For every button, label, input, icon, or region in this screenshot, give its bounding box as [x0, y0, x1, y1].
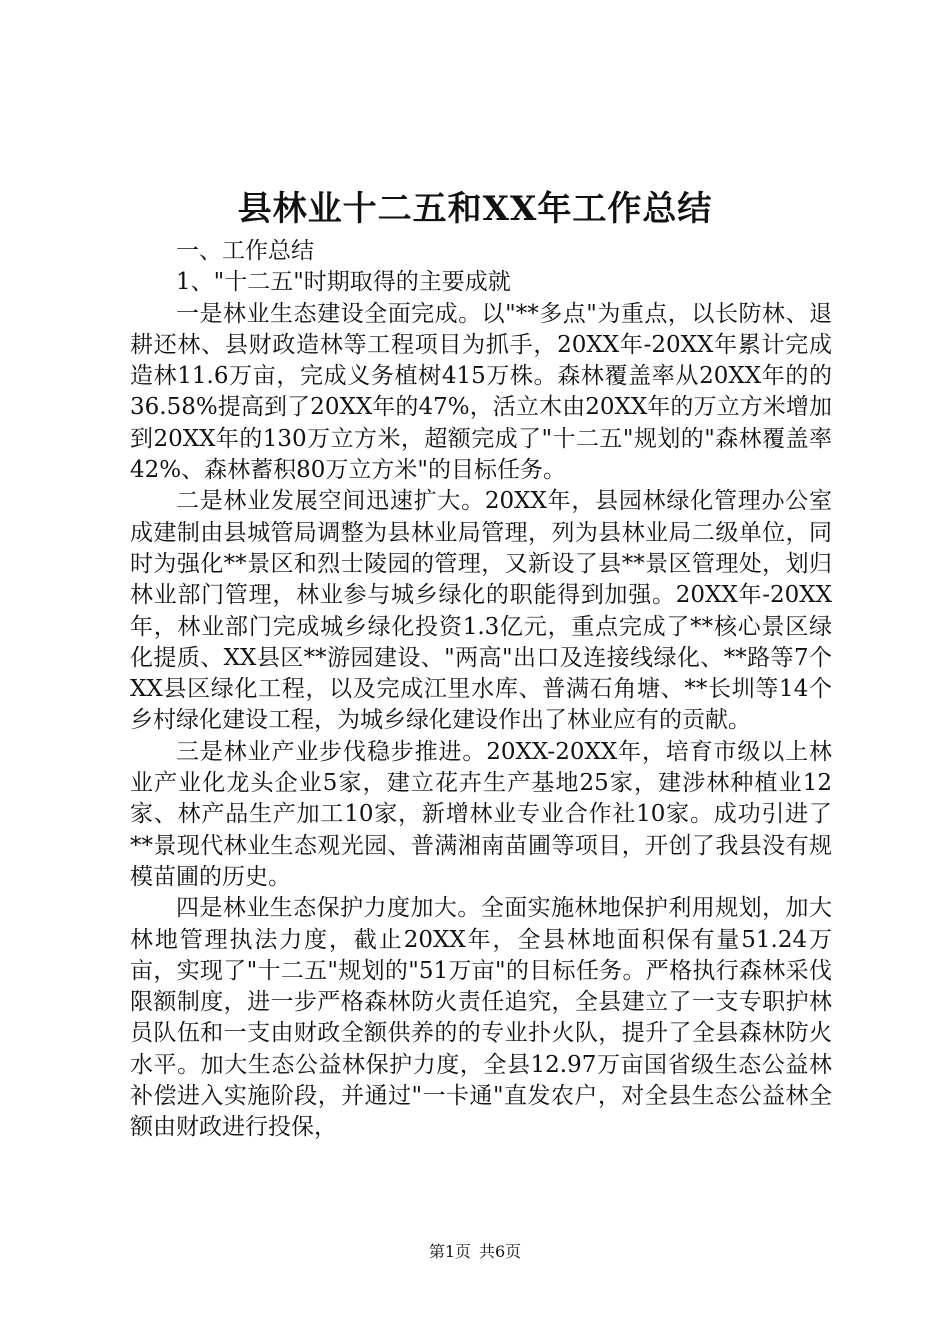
body-paragraph: 一是林业生态建设全面完成。以"**多点"为重点，以长防林、退耕还林、县财政造林等工程项目为抓手，20XX年-20XX年累计完成造林11.6万亩，完成义务植树415万株。森林覆盖率从20XX年的的36.58%提高到了20XX年的47%，活立木由20XX年的万立方米增加到20XX年的130万立方米，超额完成了"十二五"规划的"森林覆盖率42%、森林蓄积80万立方米"的目标任务。 [130, 300, 832, 484]
section-heading: 一、工作总结 [176, 238, 314, 264]
page-number: 第1页 [428, 1242, 471, 1261]
body-paragraph: 四是林业生态保护力度加大。全面实施林地保护利用规划，加大林地管理执法力度，截止20XX年，全县林地面积保有量51.24万亩，实现了"十二五"规划的"51万亩"的目标任务。严格执行森林采伐限额制度，进一步严格森林防火责任追究，全县建立了一支专职护林员队伍和一支由财政全额供养的的专业扑火队，提升了全县森林防火水平。加大生态公益林保护力度，全县12.97万亩国省级生态公益林补偿进入实施阶段，并通过"一卡通"直发农户，对全县生态公益林全额由财政进行投保， [130, 895, 832, 1141]
document-body [130, 236, 832, 1144]
document-title: 县林业十二五和XX年工作总结 [237, 189, 713, 229]
body-paragraph: 三是林业产业步伐稳步推进。20XX-20XX年，培育市级以上林业产业化龙头企业5家，建立花卉生产基地25家，建涉林种植业12家、林产品生产加工10家，新增林业专业合作社10家。成功引进了**景现代林业生态观光园、普满湘南苗圃等项目，开创了我县没有规模苗圃的历史。 [130, 738, 832, 890]
subsection-heading: 1、"十二五"时期取得的主要成就 [176, 269, 511, 296]
page-footer [0, 1240, 950, 1264]
body-paragraph: 二是林业发展空间迅速扩大。20XX年，县园林绿化管理办公室成建制由县城管局调整为县林业局管理，列为县林业局二级单位，同时为强化**景区和烈士陵园的管理，又新设了县**景区管理处，划归林业部门管理，林业参与城乡绿化的职能得到加强。20XX年-20XX年，林业部门完成城乡绿化投资1.3亿元，重点完成了**核心景区绿化提质、XX县区**游园建设、"两高"出口及连接线绿化、**路等7个XX县区绿化工程，以及完成江里水库、普满石角塘、**长圳等14个乡村绿化建设工程，为城乡绿化建设作出了林业应有的贡献。 [130, 488, 832, 734]
page-total: 共6页 [479, 1242, 522, 1261]
